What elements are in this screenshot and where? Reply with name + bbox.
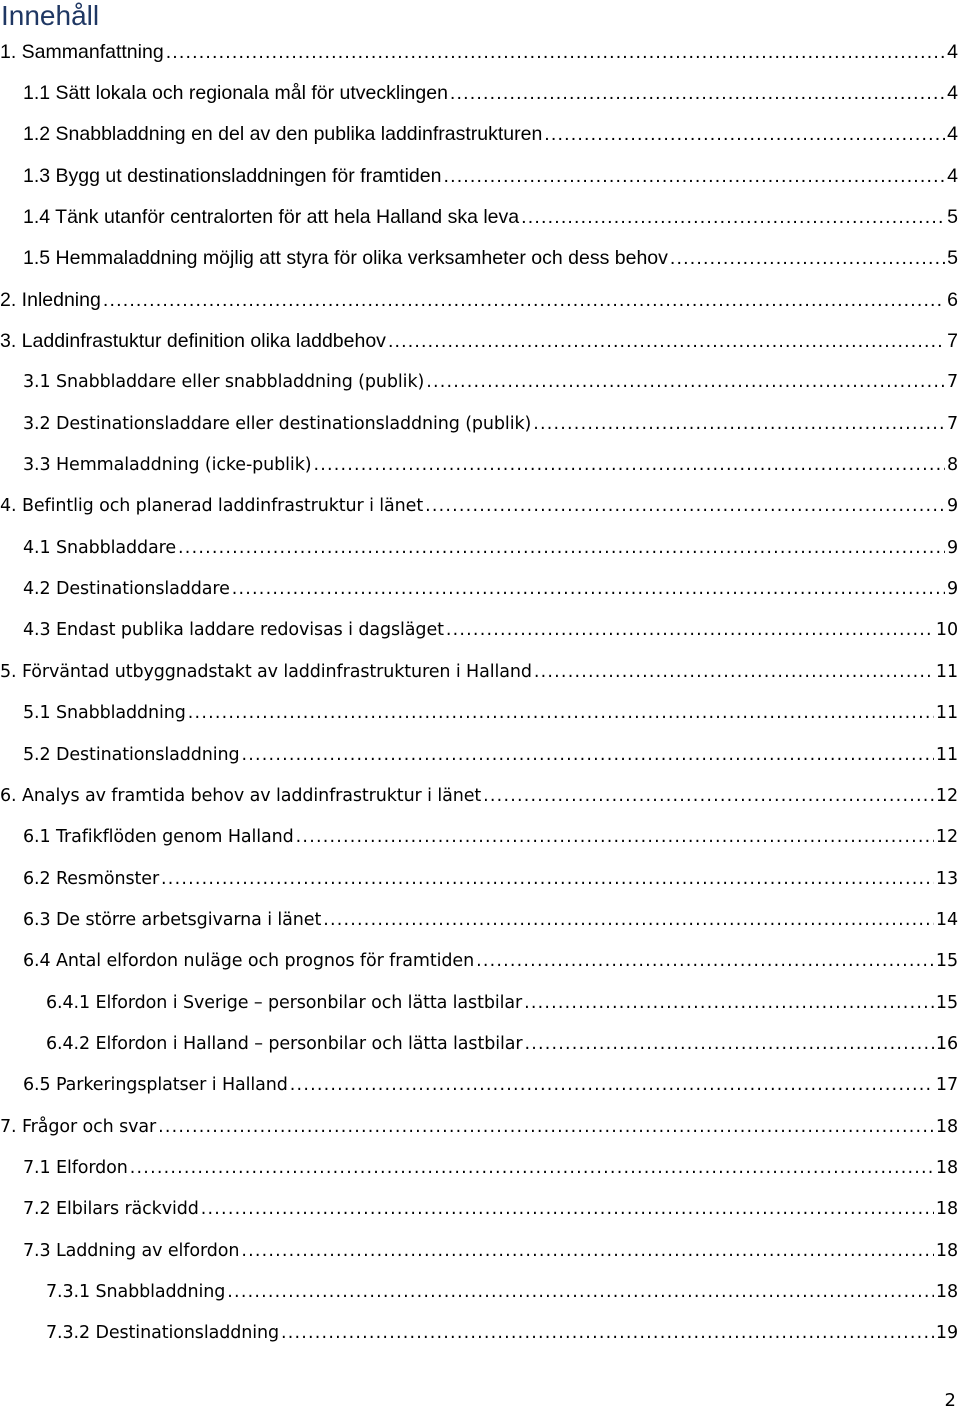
toc-dot-leader (242, 743, 934, 767)
toc-entry[interactable] (0, 941, 960, 982)
toc-dot-leader (450, 81, 945, 105)
toc-dot-leader (313, 453, 945, 477)
toc-entry[interactable] (0, 31, 960, 72)
toc-dot-leader (166, 40, 945, 64)
toc-dot-leader (232, 577, 945, 601)
toc-entry-label: 7. Frågor och svar (0, 1116, 157, 1137)
page-title: Innehåll (1, 0, 100, 31)
toc-entry-label: 3.1 Snabbladdare eller snabbladdning (publik) (23, 372, 425, 393)
toc-dot-leader (323, 908, 934, 932)
toc-dot-leader (524, 991, 934, 1015)
toc-entry[interactable] (0, 196, 960, 237)
toc-entry-page-number: 12 (935, 785, 958, 806)
toc-entry-page-number: 7 (946, 372, 958, 393)
toc-dot-leader (161, 867, 934, 891)
toc-entry[interactable] (0, 1271, 960, 1312)
table-of-contents (0, 31, 960, 1354)
toc-entry-label: 3.2 Destinationsladdare eller destinationsladdning (publik) (23, 413, 532, 434)
toc-dot-leader (296, 825, 934, 849)
toc-entry-page-number: 18 (935, 1199, 958, 1220)
toc-entry[interactable] (0, 775, 960, 816)
toc-entry-page-number: 9 (946, 579, 958, 600)
toc-entry-page-number: 4 (947, 164, 958, 187)
toc-entry-page-number: 15 (935, 951, 958, 972)
toc-entry[interactable] (0, 1023, 960, 1064)
toc-dot-leader (281, 1321, 934, 1345)
toc-entry-label: 6.2 Resmönster (23, 868, 160, 889)
toc-entry[interactable] (0, 527, 960, 568)
toc-entry-page-number: 6 (947, 288, 958, 311)
toc-entry-page-number: 5 (947, 247, 958, 270)
toc-entry-label: 5.1 Snabbladdning (23, 703, 186, 724)
toc-entry-label: 7.1 Elfordon (23, 1157, 128, 1178)
toc-entry-label: 1.5 Hemmaladdning möjlig att styra för olika verksamheter och dess behov (23, 247, 668, 270)
toc-entry-label: 7.2 Elbilars räckvidd (23, 1199, 199, 1220)
toc-entry[interactable] (0, 238, 960, 279)
toc-entry-label: 6.1 Trafikflöden genom Halland (23, 827, 294, 848)
toc-entry-label: 3.3 Hemmaladdning (icke-publik) (23, 455, 312, 476)
toc-entry-label: 4.2 Destinationsladdare (23, 579, 230, 600)
toc-entry-page-number: 18 (935, 1157, 958, 1178)
toc-entry-page-number: 15 (935, 992, 958, 1013)
toc-dot-leader (443, 164, 945, 188)
toc-entry[interactable] (0, 155, 960, 196)
toc-entry-label: 7.3.1 Snabbladdning (46, 1281, 226, 1302)
toc-entry[interactable] (0, 486, 960, 527)
toc-dot-leader (483, 784, 934, 808)
toc-entry[interactable] (0, 693, 960, 734)
toc-dot-leader (227, 1280, 934, 1304)
toc-entry[interactable] (0, 403, 960, 444)
toc-entry[interactable] (0, 858, 960, 899)
toc-entry[interactable] (0, 279, 960, 320)
toc-entry-page-number: 10 (935, 620, 958, 641)
toc-entry-page-number: 7 (946, 413, 958, 434)
toc-dot-leader (158, 1115, 934, 1139)
toc-dot-leader (130, 1156, 934, 1180)
toc-entry-page-number: 11 (935, 703, 958, 724)
toc-entry-label: 1. Sammanfattning (0, 40, 164, 63)
toc-entry[interactable] (0, 444, 960, 485)
toc-entry-page-number: 11 (935, 661, 958, 682)
toc-dot-leader (426, 370, 945, 394)
toc-entry-label: 4.3 Endast publika laddare redovisas i dagsläget (23, 620, 444, 641)
toc-entry-label: 4.1 Snabbladdare (23, 537, 177, 558)
toc-dot-leader (533, 412, 945, 436)
toc-entry-label: 4. Befintlig och planerad laddinfrastruktur i länet (0, 496, 424, 517)
page-number: 2 (944, 1390, 956, 1411)
toc-entry-label: 3. Laddinfrastuktur definition olika laddbehov (0, 330, 386, 353)
toc-entry-label: 6.4.2 Elfordon i Halland – personbilar och lätta lastbilar (46, 1033, 523, 1054)
toc-entry[interactable] (0, 734, 960, 775)
toc-entry[interactable] (0, 114, 960, 155)
toc-entry[interactable] (0, 1065, 960, 1106)
toc-dot-leader (290, 1073, 934, 1097)
toc-entry-label: 6.5 Parkeringsplatser i Halland (23, 1075, 288, 1096)
toc-entry-label: 1.3 Bygg ut destinationsladdningen för framtiden (23, 164, 442, 187)
toc-dot-leader (201, 1197, 934, 1221)
toc-entry[interactable] (0, 651, 960, 692)
toc-entry-page-number: 14 (935, 909, 958, 930)
toc-entry-page-number: 16 (935, 1033, 958, 1054)
toc-entry[interactable] (0, 817, 960, 858)
toc-entry[interactable] (0, 320, 960, 361)
toc-entry-page-number: 7 (947, 330, 958, 353)
toc-entry-page-number: 11 (935, 744, 958, 765)
toc-dot-leader (521, 205, 945, 229)
toc-entry[interactable] (0, 610, 960, 651)
toc-dot-leader (178, 536, 945, 560)
toc-entry-label: 1.1 Sätt lokala och regionala mål för utvecklingen (23, 82, 448, 105)
toc-entry[interactable] (0, 1313, 960, 1354)
toc-entry-page-number: 5 (947, 206, 958, 229)
toc-dot-leader (534, 660, 934, 684)
toc-dot-leader (103, 288, 945, 312)
toc-dot-leader (670, 246, 945, 270)
toc-entry-page-number: 9 (946, 496, 958, 517)
toc-dot-leader (476, 949, 934, 973)
toc-entry-label: 7.3 Laddning av elfordon (23, 1240, 240, 1261)
toc-entry-page-number: 4 (947, 123, 958, 146)
toc-dot-leader (446, 618, 934, 642)
toc-entry-label: 1.4 Tänk utanför centralorten för att hela Halland ska leva (23, 206, 520, 229)
toc-entry-label: 7.3.2 Destinationsladdning (46, 1323, 279, 1344)
toc-entry-page-number: 8 (946, 455, 958, 476)
toc-entry[interactable] (0, 1106, 960, 1147)
toc-entry[interactable] (0, 568, 960, 609)
toc-dot-leader (388, 329, 945, 353)
toc-entry[interactable] (0, 982, 960, 1023)
toc-entry[interactable] (0, 1147, 960, 1188)
toc-entry-page-number: 9 (946, 537, 958, 558)
toc-entry-label: 6. Analys av framtida behov av laddinfrastruktur i länet (0, 785, 482, 806)
toc-entry-label: 5.2 Destinationsladdning (23, 744, 240, 765)
toc-entry-label: 1.2 Snabbladdning en del av den publika laddinfrastrukturen (23, 123, 543, 146)
toc-entry-label: 2. Inledning (0, 288, 101, 311)
toc-entry-page-number: 18 (935, 1281, 958, 1302)
toc-entry-page-number: 17 (935, 1075, 958, 1096)
toc-entry-page-number: 13 (935, 868, 958, 889)
toc-dot-leader (544, 122, 945, 146)
toc-entry-label: 5. Förväntad utbyggnadstakt av laddinfrastrukturen i Halland (0, 661, 532, 682)
toc-entry-page-number: 4 (947, 82, 958, 105)
toc-entry-page-number: 18 (935, 1116, 958, 1137)
toc-dot-leader (524, 1032, 933, 1056)
toc-entry-page-number: 18 (935, 1240, 958, 1261)
toc-entry-page-number: 19 (935, 1323, 958, 1344)
toc-dot-leader (188, 701, 934, 725)
toc-entry[interactable] (0, 1189, 960, 1230)
toc-entry-label: 6.3 De större arbetsgivarna i länet (23, 909, 322, 930)
toc-dot-leader (241, 1239, 934, 1263)
toc-entry-label: 6.4 Antal elfordon nuläge och prognos för framtiden (23, 951, 475, 972)
toc-entry-label: 6.4.1 Elfordon i Sverige – personbilar och lätta lastbilar (46, 992, 523, 1013)
toc-entry[interactable] (0, 1230, 960, 1271)
toc-dot-leader (425, 494, 945, 518)
toc-entry-page-number: 4 (947, 40, 958, 63)
toc-entry-page-number: 12 (935, 827, 958, 848)
toc-entry[interactable] (0, 899, 960, 940)
toc-entry[interactable] (0, 72, 960, 113)
toc-entry[interactable] (0, 362, 960, 403)
